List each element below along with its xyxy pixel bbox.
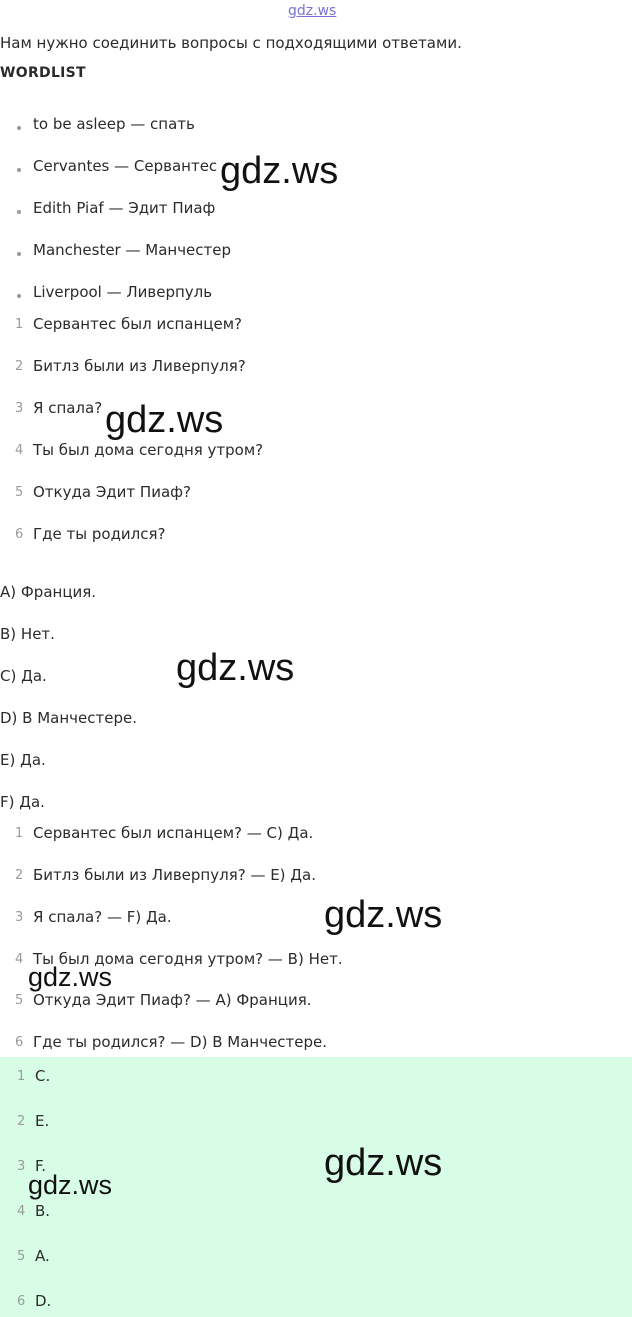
question-number: 1 [15,317,24,332]
answer-text: C. [35,1067,51,1085]
wordlist-item: to be asleep — спать [33,115,195,133]
answer-number: 1 [17,1069,26,1084]
watermark: gdz.ws [105,399,224,441]
answer-number: 5 [17,1249,26,1264]
bullet-icon [17,210,21,214]
question-number: 6 [15,527,24,542]
answer-number: 6 [17,1294,26,1309]
watermark: gdz.ws [220,150,339,192]
match-number: 2 [15,868,24,883]
wordlist-item: Manchester — Манчестер [33,241,232,259]
match-text: Битлз были из Ливерпуля? — E) Да. [33,866,316,884]
watermark: gdz.ws [176,647,295,689]
intro-text: Нам нужно соединить вопросы с подходящими ответами. [0,34,462,52]
question-text: Сервантес был испанцем? [33,315,243,333]
match-number: 3 [15,910,24,925]
question-text: Откуда Эдит Пиаф? [33,483,191,501]
watermark: gdz.ws [28,1170,113,1200]
option-item: C) Да. [0,667,47,685]
option-item: D) В Манчестере. [0,709,137,727]
wordlist-item: Cervantes — Сервантес [33,157,218,175]
watermark: gdz.ws [324,894,443,936]
wordlist-item: Liverpool — Ливерпуль [33,283,213,301]
question-text: Ты был дома сегодня утром? [33,441,264,459]
match-number: 4 [15,952,24,967]
question-number: 3 [15,401,24,416]
question-text: Где ты родился? [33,525,166,543]
answer-text: D. [35,1292,52,1310]
bullet-icon [17,252,21,256]
answer-text: E. [35,1112,50,1130]
answer-text: F. [35,1157,46,1175]
watermark: gdz.ws [324,1142,443,1184]
match-text: Я спала? — F) Да. [33,908,172,926]
answer-number: 2 [17,1114,26,1129]
match-text: Сервантес был испанцем? — C) Да. [33,824,314,842]
match-text: Ты был дома сегодня утром? — B) Нет. [33,950,343,968]
match-text: Где ты родился? — D) В Манчестере. [33,1033,328,1051]
question-text: Я спала? [33,399,103,417]
option-item: B) Нет. [0,625,55,643]
match-number: 6 [15,1035,24,1050]
answer-text: A. [35,1247,50,1265]
option-item: F) Да. [0,793,45,811]
question-text: Битлз были из Ливерпуля? [33,357,246,375]
answer-text: B. [35,1202,51,1220]
question-number: 2 [15,359,24,374]
watermark: gdz.ws [28,962,113,992]
bullet-icon [17,294,21,298]
wordlist-heading: WORDLIST [0,65,86,81]
match-number: 5 [15,993,24,1008]
bullet-icon [17,168,21,172]
option-item: E) Да. [0,751,46,769]
wordlist-item: Edith Piaf — Эдит Пиаф [33,199,216,217]
answer-number: 4 [17,1204,26,1219]
match-number: 1 [15,826,24,841]
site-link[interactable]: gdz.ws [288,3,337,19]
match-text: Откуда Эдит Пиаф? — A) Франция. [33,991,312,1009]
option-item: A) Франция. [0,583,97,601]
bullet-icon [17,126,21,130]
question-number: 4 [15,443,24,458]
answer-number: 3 [17,1159,26,1174]
question-number: 5 [15,485,24,500]
